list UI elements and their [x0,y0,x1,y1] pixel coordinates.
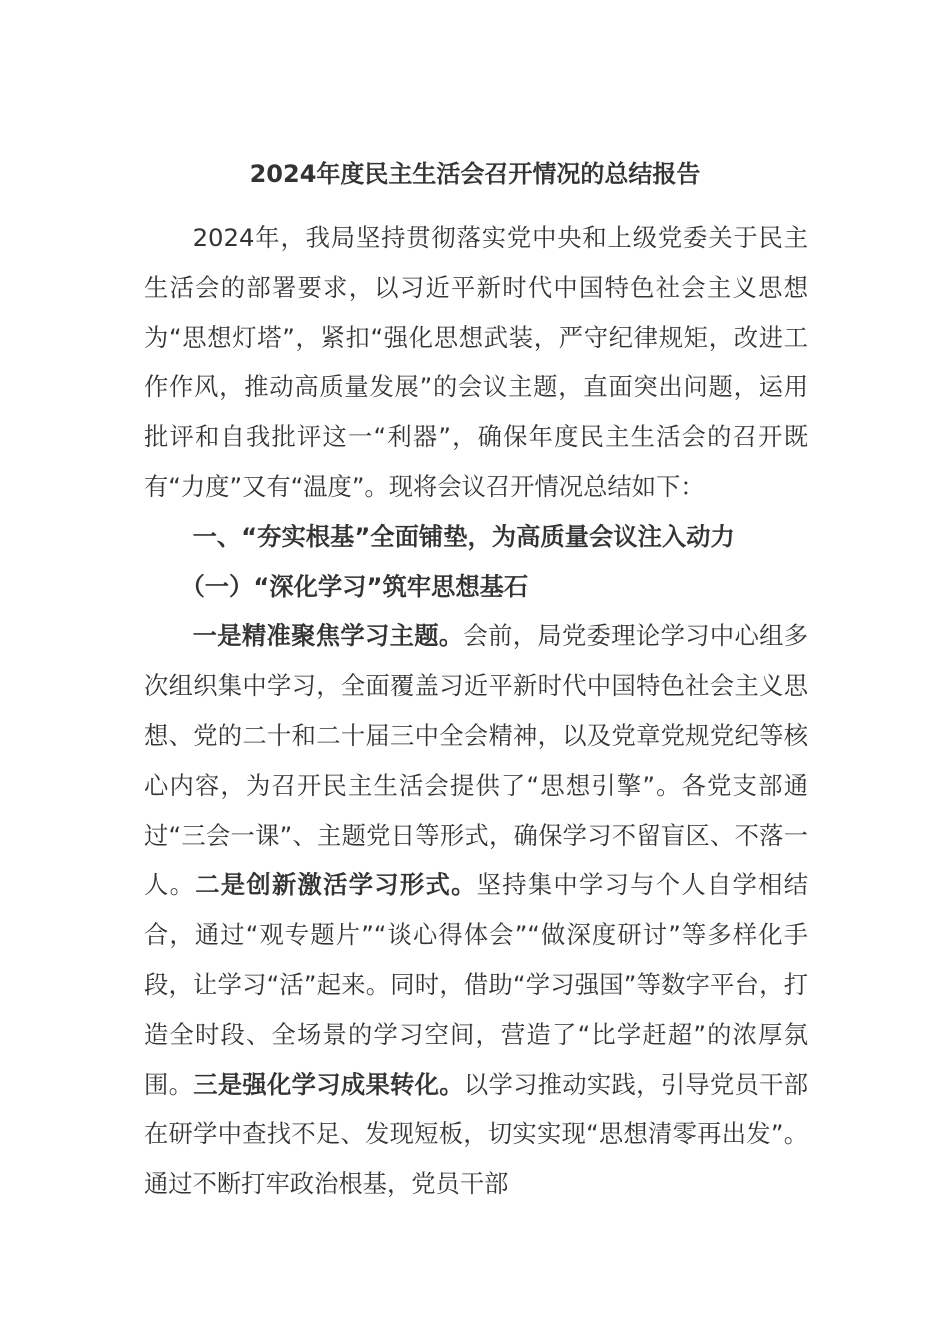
document-body [144,213,808,1209]
point-lead-1: 一是精准聚焦学习主题。 [192,621,464,651]
point-lead-3: 三是强化学习成果转化。 [193,1069,464,1099]
point-text-2: 坚持集中学习与个人自学相结合，通过“观专题片”“谈心得体会”“做深度研讨”等多样化手段，让学习“活”起来。同时，借助“学习强国”等数字平台，打造全时段、全场景的学习空间，营造了“比学赶超”的浓厚氛围。 [144,870,809,1099]
point-text-3: 以学习推动实践，引导党员干部在研学中查找不足、发现短板，切实实现“思想清零再出发”。通过不断打牢政治根基，党员干部 [144,1069,809,1199]
subsection-heading: （一）“深化学习”筑牢思想基石 [180,571,529,601]
point-text-1: 会前，局党委理论学习中心组多次组织集中学习，全面覆盖习近平新时代中国特色社会主义思想、党的二十和二十届三中全会精神，以及党章党规党纪等核心内容，为召开民主生活会提供了“思想引擎”。各党支部通过“三会一课”、主题党日等形式，确保学习不留盲区、不落一人。 [144,621,809,900]
intro-paragraph: 2024年，我局坚持贯彻落实党中央和上级党委关于民主生活会的部署要求，以习近平新时代中国特色社会主义思想为“思想灯塔”，紧扣“强化思想武装，严守纪律规矩，改进工作作风，推动高质量发展”的会议主题，直面突出问题，运用批评和自我批评这一“利器”，确保年度民主生活会的召开既有“力度”又有“温度”。现将会议召开情况总结如下： [144,223,808,501]
section-heading: 一、“夯实根基”全面铺垫，为高质量会议注入动力 [192,521,735,551]
document-title: 2024年度民主生活会召开情况的总结报告 [249,160,701,188]
body-paragraph [144,611,808,1209]
point-lead-2: 二是创新激活学习形式。 [195,870,477,900]
